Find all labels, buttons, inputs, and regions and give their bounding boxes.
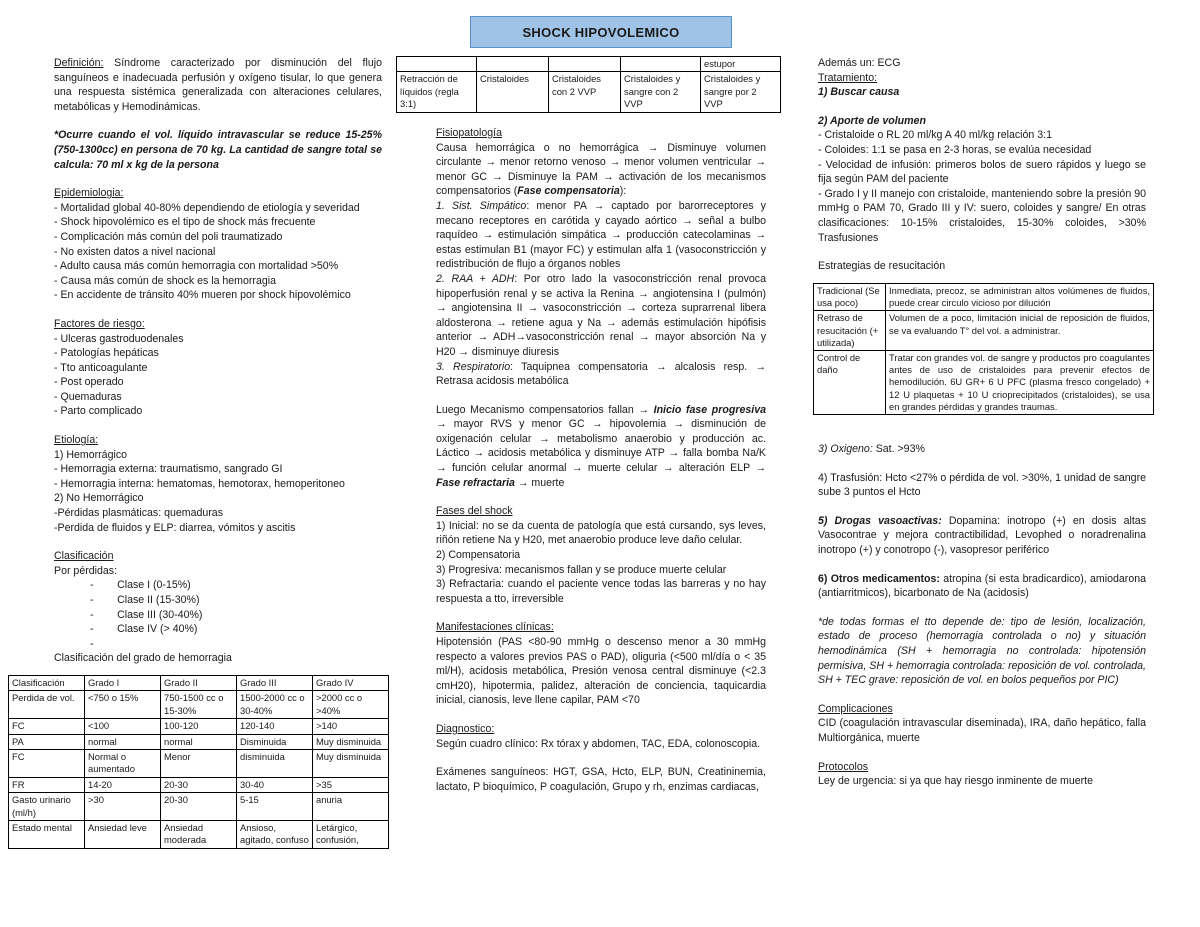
list-item: - Hemorragia externa: traumatismo, sangrado GI xyxy=(54,463,283,476)
list-item: - Clase I (0-15%) xyxy=(90,579,191,592)
clasificacion-grado-caption: Clasificación del grado de hemorragia xyxy=(54,652,232,665)
table-header: Grado II xyxy=(161,676,237,691)
list-item: 2) No Hemorrágico xyxy=(54,492,144,505)
definicion-text: Síndrome caracterizado por disminución del flujo sanguíneos e inadecuada perfusión y oxígeno tisular, lo que genera una respuesta sistémica generalizada con alteraciones celulares, metabólicas y Hemodinámicas. xyxy=(54,57,382,113)
table-cell: 5-15 xyxy=(237,793,313,821)
factores-heading: Factores de riesgo: xyxy=(54,317,145,330)
table-cell: normal xyxy=(161,734,237,749)
table-cell: FR xyxy=(9,777,85,792)
definicion-paragraph xyxy=(54,56,382,114)
table-cell: Retraso de resucitación (+ utilizada) xyxy=(814,311,886,351)
por-perdidas-label: Por pérdidas: xyxy=(54,564,118,577)
clasificacion-heading: Clasificación xyxy=(54,550,114,563)
list-item: - Tto anticoagulante xyxy=(54,361,148,374)
protocolos-text: Ley de urgencia: si ya que hay riesgo inminente de muerte xyxy=(818,775,1094,788)
table-cell: FC xyxy=(9,719,85,734)
table-row xyxy=(814,311,1154,351)
examenes-text: Exámenes sanguíneos: HGT, GSA, Hcto, ELP, BUN, Creatininemia, lactato, P bioquímico, P coagulación, Grupo y rh, enzimas cardiacas, xyxy=(436,766,766,793)
table-row xyxy=(397,72,781,112)
table-cell: 100-120 xyxy=(161,719,237,734)
list-item: 1) Hemorrágico xyxy=(54,448,128,461)
list-item: -Perdida de fluidos y ELP: diarrea, vómitos y ascitis xyxy=(54,521,296,534)
table-cell: 20-30 xyxy=(161,793,237,821)
fisiopatologia-heading: Fisiopatología xyxy=(436,127,502,139)
list-item: - Causa más común de shock es la hemorragia xyxy=(54,274,276,287)
epidemiologia-heading: Epidemiologia: xyxy=(54,187,124,200)
column-left xyxy=(54,56,382,666)
table-cell: Normal o aumentado xyxy=(85,750,161,778)
table-cell: Muy disminuida xyxy=(313,750,389,778)
nota-tratamiento: *de todas formas el tto depende de: tipo de lesión, localización, estado de proceso (hemorragia controlada o no) y situación hemodinámica (SH + hemorragia no controlada: hipotensión permisiva, SH + hemorragia controlada: reposición de vol. controlada, SH + TEC grave: reposición de vol. en bolos pequeños por PIC) xyxy=(818,615,1146,687)
list-item: - Grado I y II manejo con cristaloide, manteniendo sobre la presión 90 mmHg o PAM 70, Grado III y IV: suero, coloides y sangre/ En otras clasificaciones: 10-15% cristaloides, 15-30% coloides, >30% Trasfusiones xyxy=(818,187,1146,244)
manifestaciones-heading: Manifestaciones clínicas: xyxy=(436,621,554,634)
list-item: - Post operado xyxy=(54,376,124,389)
table-cell: >35 xyxy=(313,777,389,792)
resuscitation-table xyxy=(813,283,1154,415)
table-header-row xyxy=(9,676,389,691)
drogas-paragraph: 5) Drogas vasoactivas: Dopamina: inotropo (+) en dosis altas Vasocontrae y mejora contractibilidad, Levophed o noradrenalina inotropo (+) y conotropo (-), vasopresor periférico xyxy=(818,514,1146,556)
table-cell xyxy=(621,57,701,72)
table-header: Clasificación xyxy=(9,676,85,691)
list-item: 2) Compensatoria xyxy=(436,549,521,562)
table-cell: anuria xyxy=(313,793,389,821)
table-cell: Tratar con grandes vol. de sangre y productos pro coagulantes antes de uso de cristaloides para prevenir efectos de hemodilución. 6U GR+ 6 U PFC (plasma fresco congelado) + 12 U plaquetas + 10 U crioprecipitados (cristaloides), se usa en grandes pérdidas y grandes traumas. xyxy=(886,351,1154,415)
table-cell: Cristaloides y sangre con 2 VVP xyxy=(621,72,701,112)
table-cell: normal xyxy=(85,734,161,749)
table-row xyxy=(397,57,781,72)
list-item: - No existen datos a nivel nacional xyxy=(54,245,216,258)
oxigeno-paragraph: 3) Oxigeno: Sat. >93% xyxy=(818,443,925,455)
list-item: - Hemorragia interna: hematomas, hemotorax, hemoperitoneo xyxy=(54,477,345,490)
fase-progresiva-paragraph: Luego Mecanismo compensatorios fallan → Inicio fase progresiva → mayor RVS y menor GC → hipovolemia → disminución de oxigenación celular → metabolismo anaerobio y producción ac. Láctico → acidosis metabólica y disminuye ATP → falla bomba Na/K → función celular anormal → muerte celular → alteración ELP → Fase refractaria → muerte xyxy=(436,403,766,489)
table-cell: 120-140 xyxy=(237,719,313,734)
table-row xyxy=(9,734,389,749)
table-row xyxy=(9,793,389,821)
list-item: - Patologías hepáticas xyxy=(54,347,159,360)
table-cell: disminuida xyxy=(237,750,313,778)
etiologia-heading: Etiología: xyxy=(54,434,99,447)
table-header: Grado IV xyxy=(313,676,389,691)
column-middle xyxy=(436,126,766,794)
table-header: Grado I xyxy=(85,676,161,691)
table-cell: <750 o 15% xyxy=(85,691,161,719)
list-item: - En accidente de tránsito 40% mueren por shock hipovolémico xyxy=(54,289,351,302)
list-item: -Pérdidas plasmáticas: quemaduras xyxy=(54,507,223,520)
grade-table-continuation xyxy=(396,56,781,113)
raa-paragraph: 2. RAA + ADH: Por otro lado la vasoconstricción renal provoca hipoperfusión renal y se activa la Renina → angiotensina I (pulmón) → angiotensina II → vasoconstricción → corteza suprarrenal libera aldosterona → retiene agua y Na → además estimulación hipófisis anterior → ADH→vasoconstricción renal → mayor absorción Na y H20 → disminuye diuresis xyxy=(436,272,766,358)
table-row xyxy=(814,351,1154,415)
table-cell: estupor xyxy=(701,57,781,72)
diagnostico-text: Según cuadro clínico: Rx tórax y abdomen, TAC, EDA, colonoscopia. xyxy=(436,737,761,750)
list-item: - Adulto causa más común hemorragia con mortalidad >50% xyxy=(54,260,339,273)
table-cell: 20-30 xyxy=(161,777,237,792)
list-item: - Velocidad de infusión: primeros bolos de suero rápidos y luego se fija según PAM del paciente xyxy=(818,158,1146,186)
column-right-lower xyxy=(818,442,1146,789)
page-title: SHOCK HIPOVOLEMICO xyxy=(470,16,732,48)
table-cell: Estado mental xyxy=(9,821,85,849)
list-item: - Complicación más común del poli traumatizado xyxy=(54,230,283,243)
table-cell: Cristaloides xyxy=(477,72,549,112)
table-cell: Perdida de vol. xyxy=(9,691,85,719)
list-item: - Mortalidad global 40-80% dependiendo de etiología y severidad xyxy=(54,201,360,214)
list-item: - Clase IV (> 40%) xyxy=(90,623,198,636)
table-cell: Ansiedad moderada xyxy=(161,821,237,849)
table-cell: FC xyxy=(9,750,85,778)
table-cell: Ansiedad leve xyxy=(85,821,161,849)
table-cell: Cristaloides con 2 VVP xyxy=(549,72,621,112)
aporte-heading: 2) Aporte de volumen xyxy=(818,114,926,127)
list-item: - Clase III (30-40%) xyxy=(90,608,203,621)
list-item: - xyxy=(90,637,94,650)
list-item: - Clase II (15-30%) xyxy=(90,594,200,606)
table-cell: Cristaloides y sangre por 2 VVP xyxy=(701,72,781,112)
table-cell: Retracción de líquidos (regla 3:1) xyxy=(397,72,477,112)
list-item: - Parto complicado xyxy=(54,405,143,418)
table-cell: 14-20 xyxy=(85,777,161,792)
table-cell: Ansioso, agitado, confuso xyxy=(237,821,313,849)
table-cell: Inmediata, precoz, se administran altos volúmenes de fluidos, puede crear circulo vicioso por dilución xyxy=(886,284,1154,311)
definicion-heading: Definición: xyxy=(54,57,104,69)
list-item: 3) Progresiva: mecanismos fallan y se produce muerte celular xyxy=(436,563,727,576)
fases-heading: Fases del shock xyxy=(436,505,513,518)
table-row xyxy=(9,777,389,792)
list-item: - Quemaduras xyxy=(54,390,122,403)
list-item: - Cristaloide o RL 20 ml/kg A 40 ml/kg relación 3:1 xyxy=(818,129,1052,142)
table-row xyxy=(9,750,389,778)
tratamiento-heading: Tratamiento: xyxy=(818,71,878,84)
table-cell: >140 xyxy=(313,719,389,734)
list-item: - Shock hipovolémico es el tipo de shock más frecuente xyxy=(54,216,316,229)
table-cell: >30 xyxy=(85,793,161,821)
protocolos-heading: Protocolos xyxy=(818,760,869,773)
table-cell xyxy=(549,57,621,72)
buscar-causa: 1) Buscar causa xyxy=(818,86,900,99)
respiratorio-paragraph: 3. Respiratorio: Taquipnea compensatoria → alcalosis resp. → Retrasa acidosis metabólica xyxy=(436,360,767,388)
table-cell xyxy=(477,57,549,72)
table-cell: 1500-2000 cc o 30-40% xyxy=(237,691,313,719)
table-cell: <100 xyxy=(85,719,161,734)
table-row xyxy=(9,719,389,734)
table-cell: Tradicional (Se usa poco) xyxy=(814,284,886,311)
table-cell: Gasto urinario (ml/h) xyxy=(9,793,85,821)
manifestaciones-text: Hipotensión (PAS <80-90 mmHg o descenso menor a 30 mmHg respecto a valores previos PAS o PAD), oliguria (<500 ml/día o < 35 ml/H), acidosis metabólica, Presión venosa central disminuye (<2.3 cmH20), hipotermia, palidez, alteración de conciencia, taquicardia inicial, cianosis, leve llene capilar, PAM <70 xyxy=(436,636,766,707)
table-cell: 30-40 xyxy=(237,777,313,792)
table-row xyxy=(9,821,389,849)
table-row xyxy=(9,691,389,719)
ademas-text: Además un: ECG xyxy=(818,57,901,69)
list-item: 1) Inicial: no se da cuenta de patología que está cursando, sys leves, riñón retiene Na y H20, met anaerobio produce leve daño celular. xyxy=(436,519,766,547)
trasfusion-paragraph: 4) Trasfusión: Hcto <27% o pérdida de vol. >30%, 1 unidad de sangre sube 3 puntos el Hcto xyxy=(818,471,1146,499)
otros-paragraph: 6) Otros medicamentos: atropina (si esta bradicardico), amiodarona (antiarritmicos), bicarbonato de Na (acidosis) xyxy=(818,572,1146,600)
table-cell: Menor xyxy=(161,750,237,778)
grade-table xyxy=(8,675,389,849)
table-cell: Volumen de a poco, limitación inicial de reposición de fluidos, se va evaluando T° del vol. a administrar. xyxy=(886,311,1154,351)
table-cell: >2000 cc o >40% xyxy=(313,691,389,719)
list-item: - Ulceras gastroduodenales xyxy=(54,332,184,345)
volume-note: *Ocurre cuando el vol. líquido intravascular se reduce 15-25% (750-1300cc) en persona de 70 kg. La cantidad de sangre total se calcula: 70 ml x kg de la persona xyxy=(54,129,382,171)
table-row xyxy=(814,284,1154,311)
estrategias-heading: Estrategias de resucitación xyxy=(818,260,946,273)
simpatico-paragraph: 1. Sist. Simpático: menor PA → captado por barorreceptores y mecano receptores en carótida y cayado aórtico → señal a bulbo raquídeo → estimulación simpática → producción catecolaminas → estas estimulan B1 (mayor FC) y estimulan alfa 1 (vasoconstricción y redistribución de flujo a órganos nobles xyxy=(436,199,766,271)
column-right xyxy=(818,56,1146,274)
table-cell: Control de daño xyxy=(814,351,886,415)
complicaciones-heading: Complicaciones xyxy=(818,702,893,715)
complicaciones-text: CID (coagulación intravascular diseminada), IRA, daño hepático, falla Multiorgánica, muerte xyxy=(818,717,1146,744)
table-cell: PA xyxy=(9,734,85,749)
list-item: 3) Refractaria: cuando el paciente vence todas las barreras y no hay respuesta a tto, irreversible xyxy=(436,578,766,605)
list-item: - Coloides: 1:1 se pasa en 2-3 horas, se evalúa necesidad xyxy=(818,143,1092,156)
table-cell: 750-1500 cc o 15-30% xyxy=(161,691,237,719)
fisiopatologia-intro: Causa hemorrágica o no hemorrágica → Disminuye volumen circulante → menor retorno venoso → menor volumen ventricular → menor GC → Disminuye la PAM → activación de los mecanismos compensatorios (Fase compensatoria): xyxy=(436,141,766,198)
table-cell: Letárgico, confusión, xyxy=(313,821,389,849)
table-header: Grado III xyxy=(237,676,313,691)
table-cell: Muy disminuida xyxy=(313,734,389,749)
table-cell xyxy=(397,57,477,72)
diagnostico-heading: Diagnostico: xyxy=(436,722,495,735)
table-cell: Disminuida xyxy=(237,734,313,749)
